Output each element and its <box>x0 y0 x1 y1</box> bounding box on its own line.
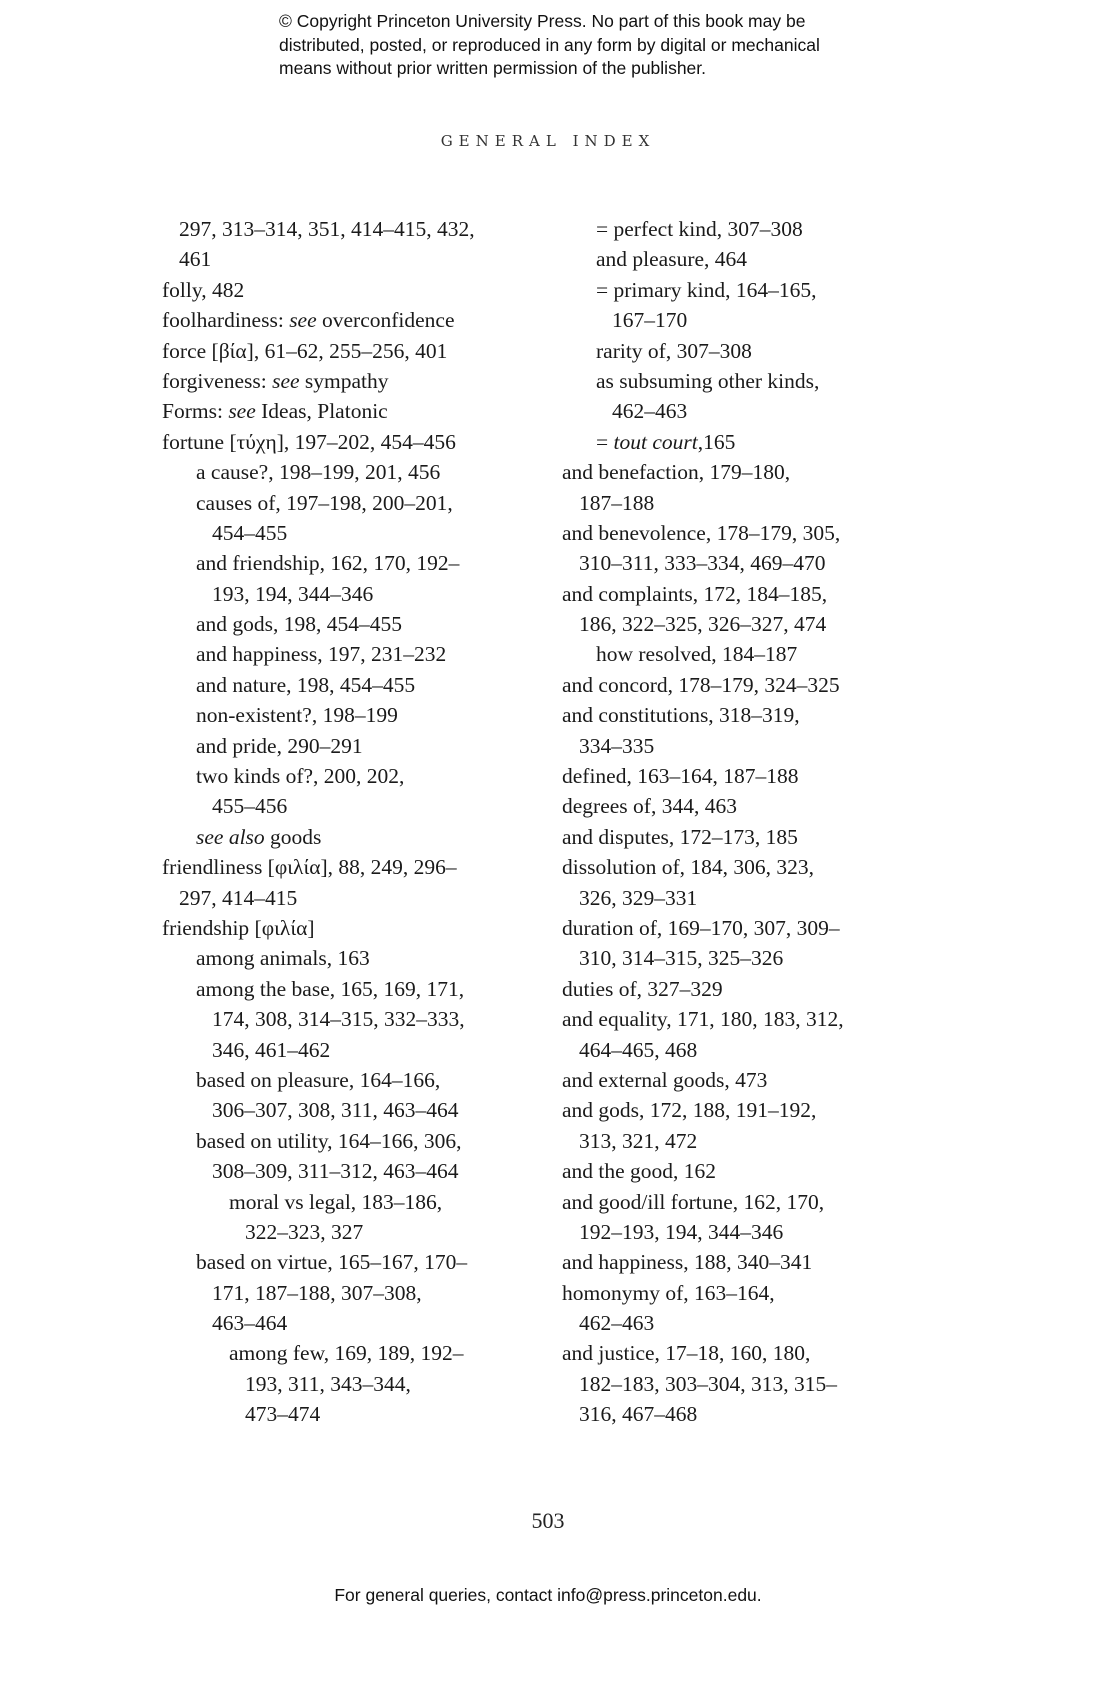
index-entry-line: homonymy of, 163–164, <box>562 1280 775 1305</box>
index-entry-line: among the base, 165, 169, 171, <box>196 976 465 1001</box>
index-entry-line: among animals, 163 <box>196 946 370 971</box>
running-head: GENERAL INDEX <box>440 132 656 150</box>
index-entry-line: 297, 414–415 <box>179 885 298 910</box>
cross-reference-label: tout court <box>613 429 698 454</box>
footer-contact: For general queries, contact info@press.princeton.edu. <box>334 1585 762 1605</box>
index-entry-line: and good/ill fortune, 162, 170, <box>562 1189 825 1214</box>
index-entry-line: = perfect kind, 307–308 <box>596 217 803 241</box>
copyright-notice <box>279 10 919 81</box>
index-entry-line: 313, 321, 472 <box>579 1128 698 1153</box>
index-entry-line: 461 <box>179 247 212 272</box>
index-entry-line: 297, 313–314, 351, 414–415, 432, <box>179 217 475 241</box>
index-entry-line: fortune [τύχη], 197–202, 454–456 <box>162 429 456 454</box>
index-entry-line: 310–311, 333–334, 469–470 <box>579 551 826 576</box>
index-entry-text: goods <box>264 824 322 849</box>
index-entry-line: and justice, 17–18, 160, 180, <box>562 1341 811 1366</box>
index-entry-line: 187–188 <box>579 490 655 515</box>
index-entry-line: based on pleasure, 164–166, <box>196 1067 441 1092</box>
copyright-line: distributed, posted, or reproduced in any form by digital or mechanical <box>279 34 820 55</box>
index-entry-line: based on virtue, 165–167, 170– <box>196 1250 468 1275</box>
index-entry-line: friendship [φιλία] <box>162 915 315 940</box>
index-entry-line <box>562 427 892 457</box>
index-entry-line: 463–464 <box>212 1311 288 1336</box>
page-number: 503 <box>531 1508 565 1533</box>
index-entry-line: 310, 314–315, 325–326 <box>579 946 784 971</box>
index-entry-line <box>162 305 522 335</box>
cross-reference-label: see <box>272 368 300 393</box>
index-entry-line: and the good, 162 <box>562 1159 717 1184</box>
index-entry-line: 171, 187–188, 307–308, <box>212 1280 422 1305</box>
index-entry-line: and benefaction, 179–180, <box>562 460 791 485</box>
index-entry-text: ,165 <box>697 429 736 454</box>
index-entry-line: and gods, 172, 188, 191–192, <box>562 1098 817 1123</box>
index-entry-line: and equality, 171, 180, 183, 312, <box>562 1007 844 1032</box>
index-entry-line: defined, 163–164, 187–188 <box>562 764 799 789</box>
index-entry-line: and pleasure, 464 <box>596 247 748 272</box>
index-column-right <box>562 214 892 1430</box>
index-entry-line: 462–463 <box>612 399 688 424</box>
index-entry-line: 193, 194, 344–346 <box>212 581 374 606</box>
index-entry-line: 167–170 <box>612 308 688 333</box>
index-entry-line: 182–183, 303–304, 313, 315– <box>579 1371 837 1396</box>
cross-reference-label: see also <box>196 824 265 849</box>
index-entry-line <box>162 366 522 396</box>
index-entry-text: foolhardiness: <box>162 308 290 333</box>
index-entry-line: and pride, 290–291 <box>196 733 363 758</box>
cross-reference-label: see <box>228 399 256 424</box>
index-entry-line: 308–309, 311–312, 463–464 <box>212 1159 459 1184</box>
index-entry-line: a cause?, 198–199, 201, 456 <box>196 460 441 485</box>
index-entry-line: folly, 482 <box>162 277 245 302</box>
index-entry-line: 454–455 <box>212 520 288 545</box>
index-entry-text: sympathy <box>299 368 389 393</box>
index-entry-line: causes of, 197–198, 200–201, <box>196 490 453 515</box>
index-entry-line: non-existent?, 198–199 <box>196 703 398 728</box>
index-entry-line: 326, 329–331 <box>579 885 698 910</box>
index-entry-text: forgiveness: <box>162 368 273 393</box>
index-entry-line: 174, 308, 314–315, 332–333, <box>212 1007 465 1032</box>
index-entry-line: 346, 461–462 <box>212 1037 331 1062</box>
index-entry-line: and external goods, 473 <box>562 1067 768 1092</box>
index-entry-line: and friendship, 162, 170, 192– <box>196 551 460 576</box>
index-entry-line: based on utility, 164–166, 306, <box>196 1128 462 1153</box>
index-entry-line: 462–463 <box>579 1311 655 1336</box>
index-entry-line <box>162 822 522 852</box>
index-entry-line: = primary kind, 164–165, <box>596 277 817 302</box>
index-entry-line: 464–465, 468 <box>579 1037 698 1062</box>
index-entry-line: 186, 322–325, 326–327, 474 <box>579 612 827 637</box>
index-entry-line <box>162 396 522 426</box>
copyright-line: © Copyright Princeton University Press. No part of this book may be <box>279 11 806 31</box>
index-entry-line: duration of, 169–170, 307, 309– <box>562 915 840 940</box>
index-entry-line: rarity of, 307–308 <box>596 338 752 363</box>
index-entry-line: 192–193, 194, 344–346 <box>579 1219 784 1244</box>
index-entry-line: force [βία], 61–62, 255–256, 401 <box>162 338 448 363</box>
index-entry-line: 322–323, 327 <box>245 1219 364 1244</box>
index-entry-line: two kinds of?, 200, 202, <box>196 764 405 789</box>
index-entry-line: duties of, 327–329 <box>562 976 723 1001</box>
index-entry-line: and happiness, 197, 231–232 <box>196 642 447 667</box>
index-entry-text: overconfidence <box>316 308 455 333</box>
index-entry-line: among few, 169, 189, 192– <box>229 1341 464 1366</box>
index-entry-line: and benevolence, 178–179, 305, <box>562 520 841 545</box>
index-entry-line: and disputes, 172–173, 185 <box>562 824 798 849</box>
index-entry-text: = <box>596 429 614 454</box>
index-entry-line: 334–335 <box>579 733 655 758</box>
index-entry-line: 455–456 <box>212 794 288 819</box>
index-entry-line: 473–474 <box>245 1402 321 1427</box>
index-entry-line: 316, 467–468 <box>579 1402 698 1427</box>
index-entry-line: friendliness [φιλία], 88, 249, 296– <box>162 855 457 880</box>
index-column-left <box>162 214 522 1430</box>
index-entry-line: how resolved, 184–187 <box>596 642 798 667</box>
index-entry-text: Ideas, Platonic <box>255 399 388 424</box>
index-entry-text: Forms: <box>162 399 229 424</box>
index-entry-line: degrees of, 344, 463 <box>562 794 737 819</box>
index-entry-line: 306–307, 308, 311, 463–464 <box>212 1098 459 1123</box>
index-entry-line: and complaints, 172, 184–185, <box>562 581 828 606</box>
index-entry-line: and gods, 198, 454–455 <box>196 612 403 637</box>
index-entry-line: and happiness, 188, 340–341 <box>562 1250 813 1275</box>
index-entry-line: 193, 311, 343–344, <box>245 1371 411 1396</box>
index-entry-line: and concord, 178–179, 324–325 <box>562 672 840 697</box>
index-entry-line: and nature, 198, 454–455 <box>196 672 416 697</box>
index-entry-line: and constitutions, 318–319, <box>562 703 800 728</box>
cross-reference-label: see <box>289 308 317 333</box>
index-entry-line: dissolution of, 184, 306, 323, <box>562 855 815 880</box>
index-entry-line: moral vs legal, 183–186, <box>229 1189 443 1214</box>
copyright-line: means without prior written permission of the publisher. <box>279 58 707 78</box>
index-entry-line: as subsuming other kinds, <box>596 368 820 393</box>
